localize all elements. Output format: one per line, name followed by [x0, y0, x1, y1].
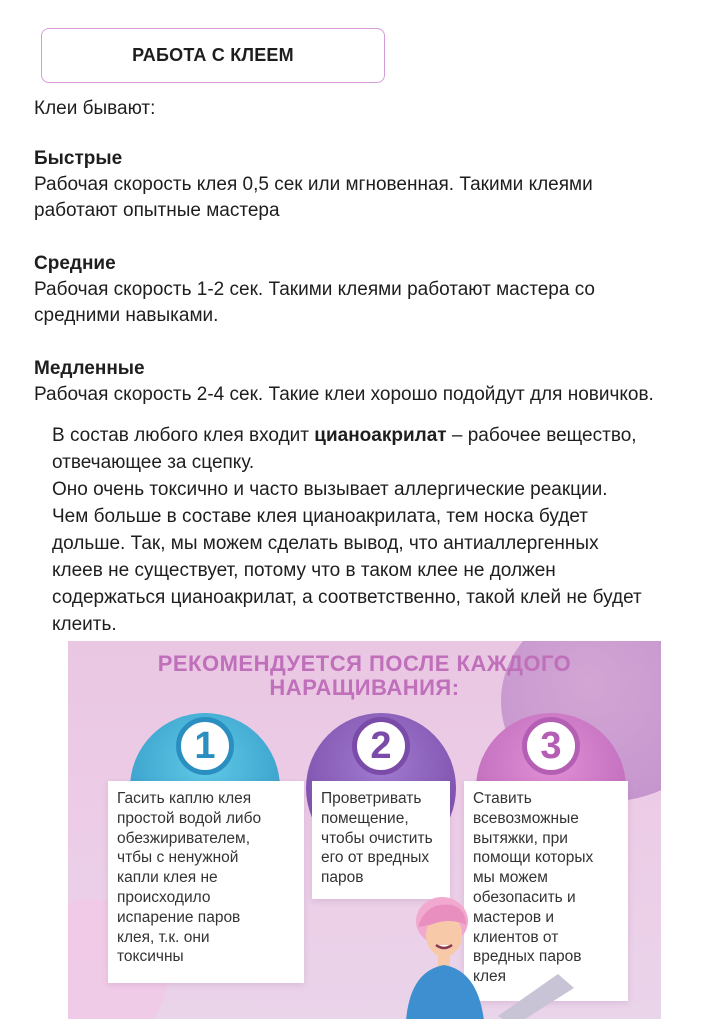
composition-line: клеить.	[52, 614, 117, 635]
step-1-text-line: происходило	[117, 888, 211, 906]
composition-paragraph	[52, 422, 702, 638]
cyanoacrylate-term: цианоакрилат	[314, 425, 447, 446]
composition-line: отвечающее за сцепку.	[52, 452, 255, 473]
shirt	[406, 965, 484, 1019]
type-medium-desc-line: Рабочая скорость 1-2 сек. Такими клеями работают мастера со	[34, 279, 595, 300]
device-icon	[488, 966, 578, 1019]
step-2-text-line: помещение,	[321, 809, 409, 827]
step-3-text-line: мы можем	[473, 869, 548, 887]
step-3-text-line: помощи которых	[473, 849, 594, 867]
step-3-text-line: Ставить	[473, 790, 532, 807]
step-1-card	[108, 781, 304, 983]
type-slow-heading: Медленные	[34, 358, 145, 379]
type-medium-heading: Средние	[34, 253, 116, 274]
step-3-text-line: клея	[473, 968, 507, 986]
step-3-text-line: обезопасить и	[473, 888, 576, 906]
composition-line: клеев не существует, потому что в таком клее не должен	[52, 560, 556, 581]
step-3-text-line: всевозможные	[473, 809, 579, 827]
type-medium-desc-line: средними навыками.	[34, 305, 219, 326]
composition-text: В состав любого клея входит	[52, 425, 315, 446]
type-fast-desc-line: работают опытные мастера	[34, 200, 280, 221]
step-1-text-line: простой водой либо	[117, 809, 262, 827]
step-3-text-line: клиентов от	[473, 928, 559, 946]
step-3-text-line: вредных паров	[473, 948, 582, 966]
composition-line: дольше. Так, мы можем сделать вывод, что антиаллергенных	[52, 533, 599, 554]
step-1-text-line: токсичны	[117, 948, 184, 966]
step-1-text-line: испарение паров	[117, 908, 241, 926]
smile	[436, 945, 452, 948]
step-2-text-line: его от вредных	[321, 849, 430, 867]
step-1-text-line: чтбы с ненужной	[117, 849, 239, 867]
composition-line: содержаться цианоакрилат, а соответственно, такой клей не будет	[52, 587, 642, 608]
step-2-number: 2	[352, 717, 410, 775]
step-1-text-line: капли клея не	[117, 869, 218, 887]
page-title: РАБОТА С КЛЕЕМ	[41, 28, 385, 83]
infographic-heading: НАРАЩИВАНИЯ:	[269, 675, 460, 700]
step-3-number: 3	[522, 717, 580, 775]
step-1-number: 1	[176, 717, 234, 775]
step-3-text-line: мастеров и	[473, 908, 555, 926]
woman-illustration-icon	[400, 891, 490, 1019]
step-2-text-line: паров	[321, 869, 364, 887]
composition-line	[52, 422, 702, 449]
type-slow-desc-line: Рабочая скорость 2-4 сек. Такие клеи хорошо подойдут для новичков.	[34, 384, 654, 405]
device-body	[498, 974, 574, 1019]
composition-line: Оно очень токсично и часто вызывает аллергические реакции.	[52, 479, 608, 500]
step-2-text-line: Проветривать	[321, 790, 422, 807]
composition-line: Чем больше в составе клея цианоакрилата, тем носка будет	[52, 506, 588, 527]
recommendation-infographic	[68, 641, 661, 1019]
step-1-text-line: Гасить каплю клея	[117, 790, 252, 807]
step-2-text-line: чтобы очистить	[321, 829, 433, 847]
step-3-text-line: вытяжки, при	[473, 829, 568, 847]
step-2-card	[312, 781, 450, 899]
infographic-heading: РЕКОМЕНДУЕТСЯ ПОСЛЕ КАЖДОГО	[157, 651, 572, 676]
step-1-text-line: клея, т.к. они	[117, 928, 210, 946]
step-1-text-line: обезжиривателем,	[117, 829, 251, 847]
composition-text: – рабочее вещество,	[446, 425, 637, 446]
intro-text: Клеи бывают:	[34, 98, 156, 119]
type-fast-desc-line: Рабочая скорость клея 0,5 сек или мгновенная. Такими клеями	[34, 174, 593, 195]
type-fast-heading: Быстрые	[34, 148, 123, 169]
